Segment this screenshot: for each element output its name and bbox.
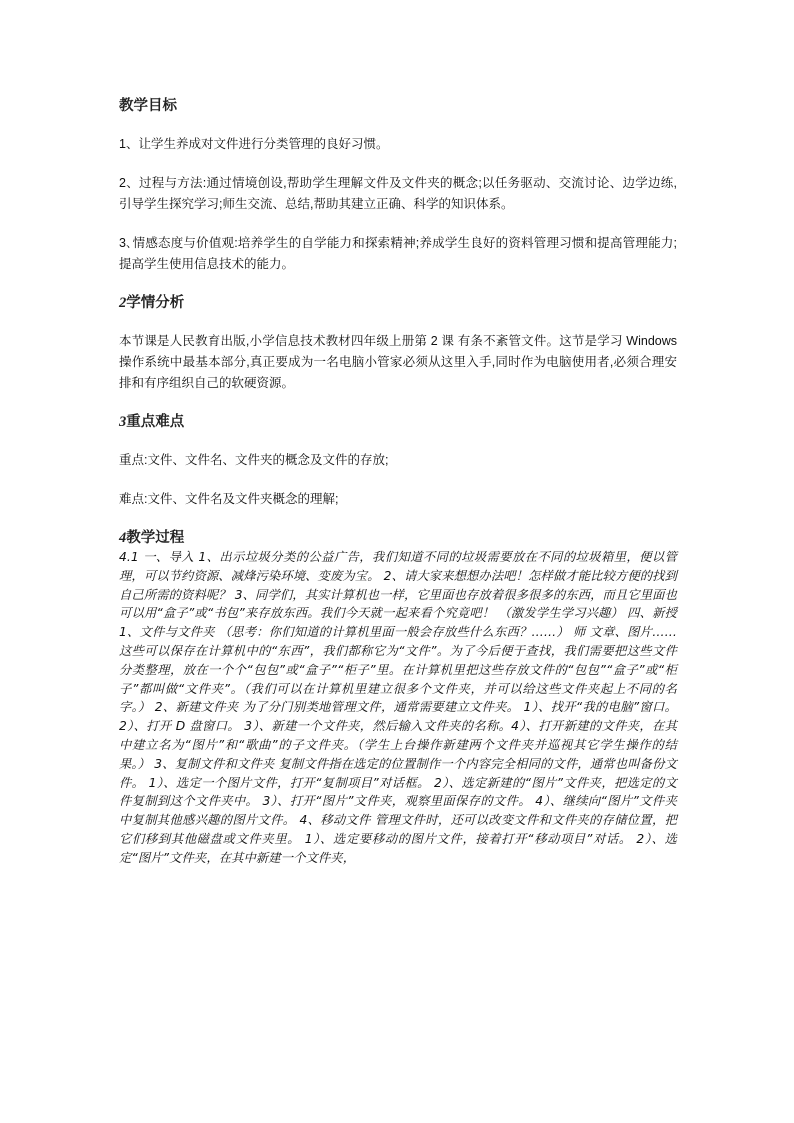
section-heading-goals (119, 96, 677, 116)
heading-number: 3 (119, 414, 127, 430)
heading-text: 教学过程 (126, 530, 185, 546)
document-content (119, 96, 677, 868)
section-heading-process (119, 528, 677, 548)
process-paragraph: 4.1 一、导入 1、出示垃圾分类的公益广告，我们知道不同的垃圾需要放在不同的垃圾箱里，便以管理，可以节约资源、减烽污染环境、变废为宝。 2、请大家来想想办法吧！怎样做才能比较方便的找到自己所需的资料呢？ 3、同学们，其实计算机也一样，它里面也存放着很多很多的东西，而且它里面也可以用“盒子”或“书包”来存放东西。我们今天就一起来看个究竟吧！ （激发学生学习兴趣） 四、新授 1、文件与文件夹 （思考：你们知道的计算机里面一般会存放些什么东西？……） 师 文章、图片……这些可以保存在计算机中的“东西”，我们都称它为“文件”。为了今后便于查找，我们需要把这些文件分类整理，放在一个个“包包”或“盒子”“柜子”里。在计算机里把这些存放文件的“包包”“盒子”或“柜子”都叫做“文件夹”。（我们可以在计算机里建立很多个文件夹，并可以给这些文件夹起上不同的名字。） 2、新建文件夹 为了分门别类地管理文件，通常需要建立文件夹。 1）、找开“我的电脑”窗口。 2）、打开 D 盘窗口。 3）、新建一个文件夹，然后输入文件夹的名称。4）、打开新建的文件夹，在其中建立名为“图片”和“歌曲”的子文件夹。（学生上台操作新建两个文件夹并巡视其它学生操作的结果。） 3、复制文件和文件夹 复制文件指在选定的位置制作一个内容完全相同的文件，通常也叫备份文件。 1）、选定一个图片文件，打开“复制项目”对话框。 2）、选定新建的“图片”文件夹，把选定的文件复制到这个文件夹中。 3）、打开“图片”文件夹，观察里面保存的文件。 4）、继续向“图片”文件夹中复制其他感兴趣的图片文件。 4、移动文件 管理文件时，还可以改变文件和文件夹的存储位置，把它们移到其他磁盘或文件夹里。 1）、选定要移动的图片文件，接着打开“移动项目”对话。 2）、选定“图片”文件夹，在其中新建一个文件夹， (119, 550, 677, 865)
section-heading-analysis (119, 293, 677, 313)
goals-paragraph-1: 1、让学生养成对文件进行分类管理的良好习惯。 (119, 137, 389, 151)
heading-number: 4 (119, 530, 127, 546)
keypoints-paragraph-2: 难点:文件、文件名及文件夹概念的理解; (119, 492, 339, 506)
keypoints-paragraph-1: 重点:文件、文件名、文件夹的概念及文件的存放; (119, 453, 389, 467)
heading-text: 教学目标 (119, 98, 177, 114)
goals-paragraph-2: 2、过程与方法:通过情境创设,帮助学生理解文件及文件夹的概念;以任务驱动、交流讨论、边学边练,引导学生探究学习;师生交流、总结,帮助其建立正确、科学的知识体系。 (119, 176, 677, 211)
heading-number: 2 (119, 295, 127, 311)
heading-text: 重点难点 (126, 414, 185, 430)
heading-text: 学情分析 (126, 295, 185, 311)
section-heading-keypoints (119, 412, 677, 432)
analysis-paragraph: 本节课是人民教育出版,小学信息技术教材四年级上册第 2 课 有条不紊管文件。这节是学习 Windows 操作系统中最基本部分,真正要成为一名电脑小管家必须从这里入手,同时作为电脑使用者,必须合理安排和有序组织自己的软硬资源。 (119, 334, 677, 390)
goals-paragraph-3: 3､情感态度与价值观:培养学生的自学能力和探索精神;养成学生良好的资料管理习惯和提高管理能力;提高学生使用信息技术的能力。 (119, 236, 677, 271)
